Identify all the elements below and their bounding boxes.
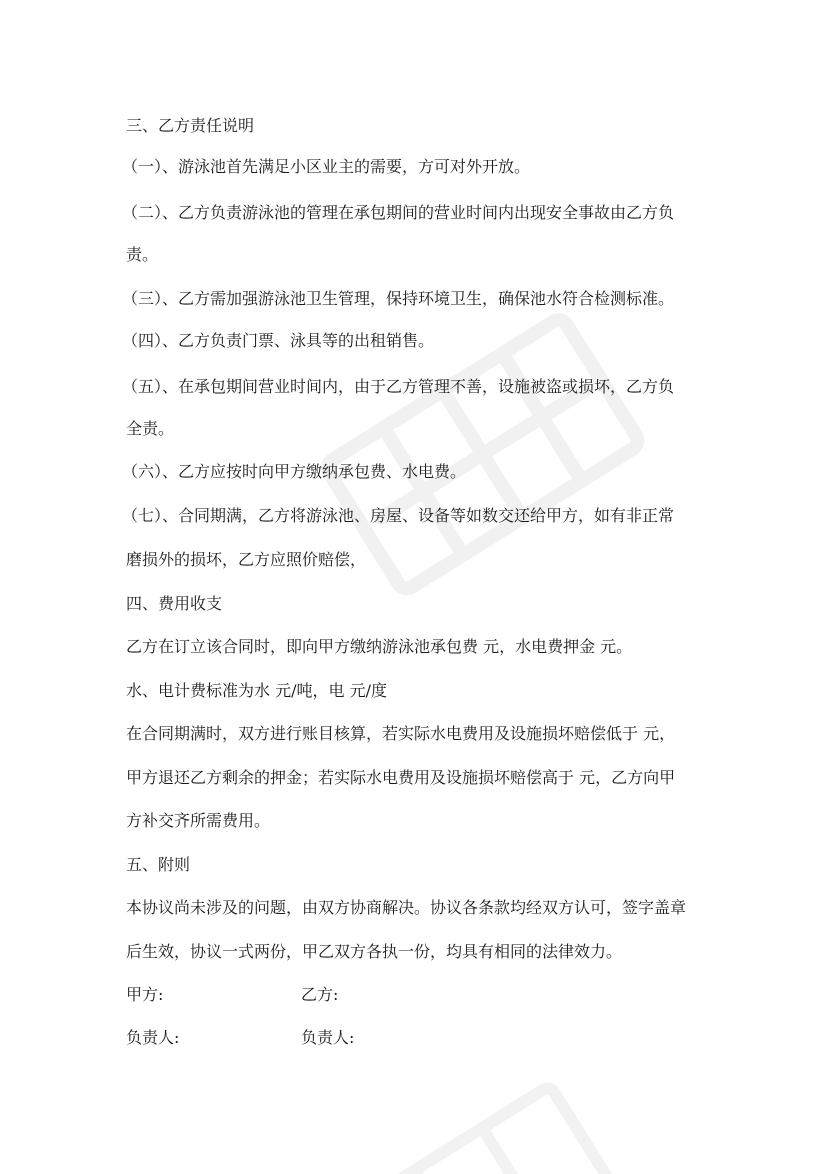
- paragraph-line: 水、电计费标准为水 元/吨，电 元/度: [126, 681, 387, 700]
- paragraph-line: 甲方退还乙方剩余的押金；若实际水电费用及设施损坏赔偿高于 元，乙方向甲: [126, 768, 676, 787]
- paragraph-line: 后生效，协议一式两份，甲乙双方各执一份，均具有相同的法律效力。: [126, 942, 623, 961]
- clause-line: （一）、游泳池首先满足小区业主的需要，方可对外开放。: [122, 157, 531, 176]
- clause-line: （五）、在承包期间营业时间内，由于乙方管理不善，设施被盗或损坏，乙方负: [122, 377, 675, 396]
- clause-line: （二）、乙方负责游泳池的管理在承包期间的营业时间内出现安全事故由乙方负: [122, 203, 675, 222]
- paragraph-line: 方补交齐所需费用。: [126, 811, 271, 830]
- section-heading: 四、费用收支: [126, 594, 223, 613]
- clause-line: 全责。: [126, 419, 175, 438]
- paragraph-line: 乙方在订立该合同时，即向甲方缴纳游泳池承包费 元，水电费押金 元。: [126, 637, 633, 656]
- clause-line: （六）、乙方应按时向甲方缴纳承包费、水电费。: [122, 462, 467, 481]
- paragraph-line: 在合同期满时，双方进行账目核算，若实际水电费用及设施损坏赔偿低于 元，: [126, 724, 676, 743]
- party-b-rep-label: 负责人:: [301, 1028, 355, 1047]
- party-a-label: 甲方:: [126, 985, 164, 1004]
- party-b-label: 乙方:: [301, 985, 339, 1004]
- clause-line: （三）、乙方需加强游泳池卫生管理，保持环境卫生，确保池水符合检测标准。: [122, 289, 675, 308]
- party-a-rep-label: 负责人:: [126, 1028, 180, 1047]
- paragraph-line: 本协议尚未涉及的问题，由双方协商解决。协议各条款均经双方认可，签字盖章: [126, 898, 687, 917]
- section-heading: 五、附则: [126, 855, 191, 874]
- clause-line: 责。: [126, 245, 159, 264]
- clause-line: （四）、乙方负责门票、泳具等的出租销售。: [122, 331, 435, 350]
- section-heading: 三、乙方责任说明: [126, 116, 255, 135]
- clause-line: 磨损外的损坏，乙方应照价赔偿，: [126, 550, 367, 569]
- clause-line: （七）、合同期满，乙方将游泳池、房屋、设备等如数交还给甲方，如有非正常: [122, 506, 675, 525]
